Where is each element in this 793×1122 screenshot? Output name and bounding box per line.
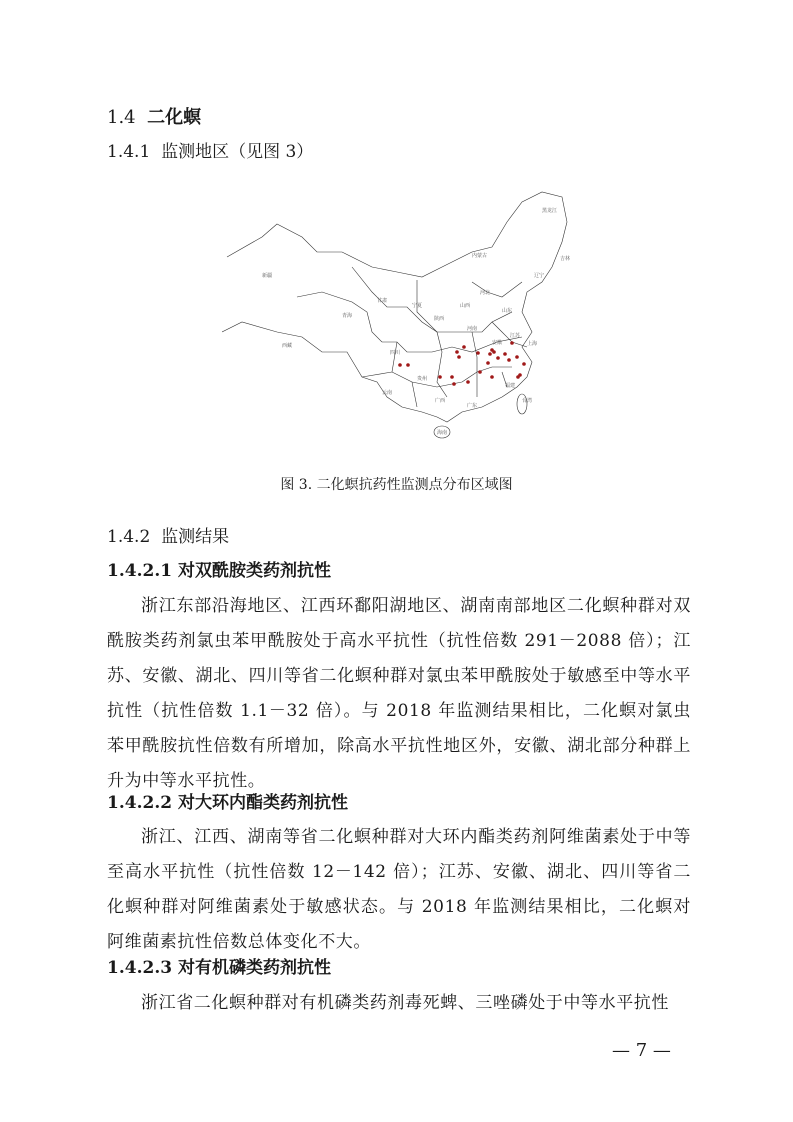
subsection-heading: 1.4.1 监测地区（见图 3） bbox=[107, 142, 314, 162]
map-label: 福建 bbox=[505, 383, 516, 389]
site-marker bbox=[478, 370, 482, 374]
site-marker bbox=[492, 350, 496, 354]
site-marker bbox=[450, 375, 454, 379]
site-marker bbox=[476, 351, 480, 355]
map-label: 海南 bbox=[437, 430, 448, 436]
site-marker bbox=[516, 375, 520, 379]
map-label: 云南 bbox=[382, 390, 393, 396]
site-marker bbox=[522, 362, 526, 366]
figure-caption: 图 3. 二化螟抗药性监测点分布区域图 bbox=[280, 477, 513, 493]
map-label: 广东 bbox=[467, 403, 478, 409]
map-label: 河北 bbox=[480, 290, 491, 296]
map-outline bbox=[222, 192, 567, 438]
map-label: 山西 bbox=[460, 303, 471, 309]
site-marker bbox=[488, 352, 492, 356]
section-heading: 1.4 二化螟 bbox=[107, 107, 202, 128]
paragraph-organophosphate: 浙江省二化螟种群对有机磷类药剂毒死蜱、三唑磷处于中等水平抗性 bbox=[141, 993, 669, 1013]
map-label: 辽宁 bbox=[534, 273, 545, 279]
heading-diamide: 1.4.2.1 对双酰胺类药剂抗性 bbox=[107, 561, 331, 581]
site-marker bbox=[496, 356, 500, 360]
paragraph-diamide: 浙江东部沿海地区、江西环鄱阳湖地区、湖南南部地区二化螟种群对双酰胺类药剂氯虫苯甲酰胺处于高水平抗性（抗性倍数 291－2088 倍）；江苏、安徽、湖北、四川等省二化螟种群对氯虫苯甲酰胺处于敏感至中等水平抗性（抗性倍数 1.1－32 倍）。与 2018 年监测结果相比，二化螟对氯虫苯甲酰胺抗性倍数有所增加，除高水平抗性地区外，安徽、湖北部分种群上升为中等水平抗性。 bbox=[107, 596, 691, 791]
site-marker bbox=[486, 361, 490, 365]
page-number: — 7 — bbox=[612, 1040, 671, 1061]
map-label: 山东 bbox=[502, 308, 513, 314]
map-label: 西藏 bbox=[282, 343, 293, 349]
map-label: 安徽 bbox=[492, 340, 503, 346]
site-marker bbox=[515, 355, 519, 359]
map-label: 陕西 bbox=[434, 316, 445, 322]
site-marker bbox=[510, 341, 514, 345]
map-label: 宁夏 bbox=[412, 303, 423, 309]
site-marker bbox=[503, 352, 507, 356]
site-marker bbox=[457, 355, 461, 359]
map-label: 四川 bbox=[390, 350, 401, 356]
site-marker bbox=[406, 363, 410, 367]
site-marker bbox=[398, 363, 402, 367]
heading-macrolide: 1.4.2.2 对大环内酯类药剂抗性 bbox=[107, 793, 348, 813]
map-label: 河南 bbox=[467, 326, 478, 332]
paragraph-macrolide: 浙江、江西、湖南等省二化螟种群对大环内酯类药剂阿维菌素处于中等至高水平抗性（抗性倍数 12－142 倍）；江苏、安徽、湖北、四川等省二化螟种群对阿维菌素处于敏感状态。与 2018 年监测结果相比，二化螟对阿维菌素抗性倍数总体变化不大。 bbox=[107, 827, 691, 952]
map-label: 黑龙江 bbox=[542, 208, 558, 214]
site-marker bbox=[466, 380, 470, 384]
heading-organophosphate: 1.4.2.3 对有机磷类药剂抗性 bbox=[107, 958, 331, 978]
site-marker bbox=[507, 358, 511, 362]
map-label: 甘肃 bbox=[377, 298, 388, 304]
map-label: 新疆 bbox=[262, 273, 273, 279]
site-marker bbox=[452, 382, 456, 386]
map-label: 内蒙古 bbox=[472, 253, 488, 259]
map-label: 台湾 bbox=[522, 398, 533, 404]
map-label: 上海 bbox=[527, 341, 538, 347]
china-map-figure bbox=[222, 182, 572, 452]
map-label: 吉林 bbox=[560, 256, 571, 262]
map-label: 广西 bbox=[435, 398, 446, 404]
map-label: 贵州 bbox=[417, 376, 428, 382]
site-marker bbox=[462, 345, 466, 349]
site-marker bbox=[438, 375, 442, 379]
site-marker bbox=[490, 375, 494, 379]
map-label: 青海 bbox=[342, 313, 353, 319]
site-marker bbox=[455, 350, 459, 354]
map-label: 江苏 bbox=[510, 333, 521, 339]
subsection-heading: 1.4.2 监测结果 bbox=[107, 527, 230, 547]
